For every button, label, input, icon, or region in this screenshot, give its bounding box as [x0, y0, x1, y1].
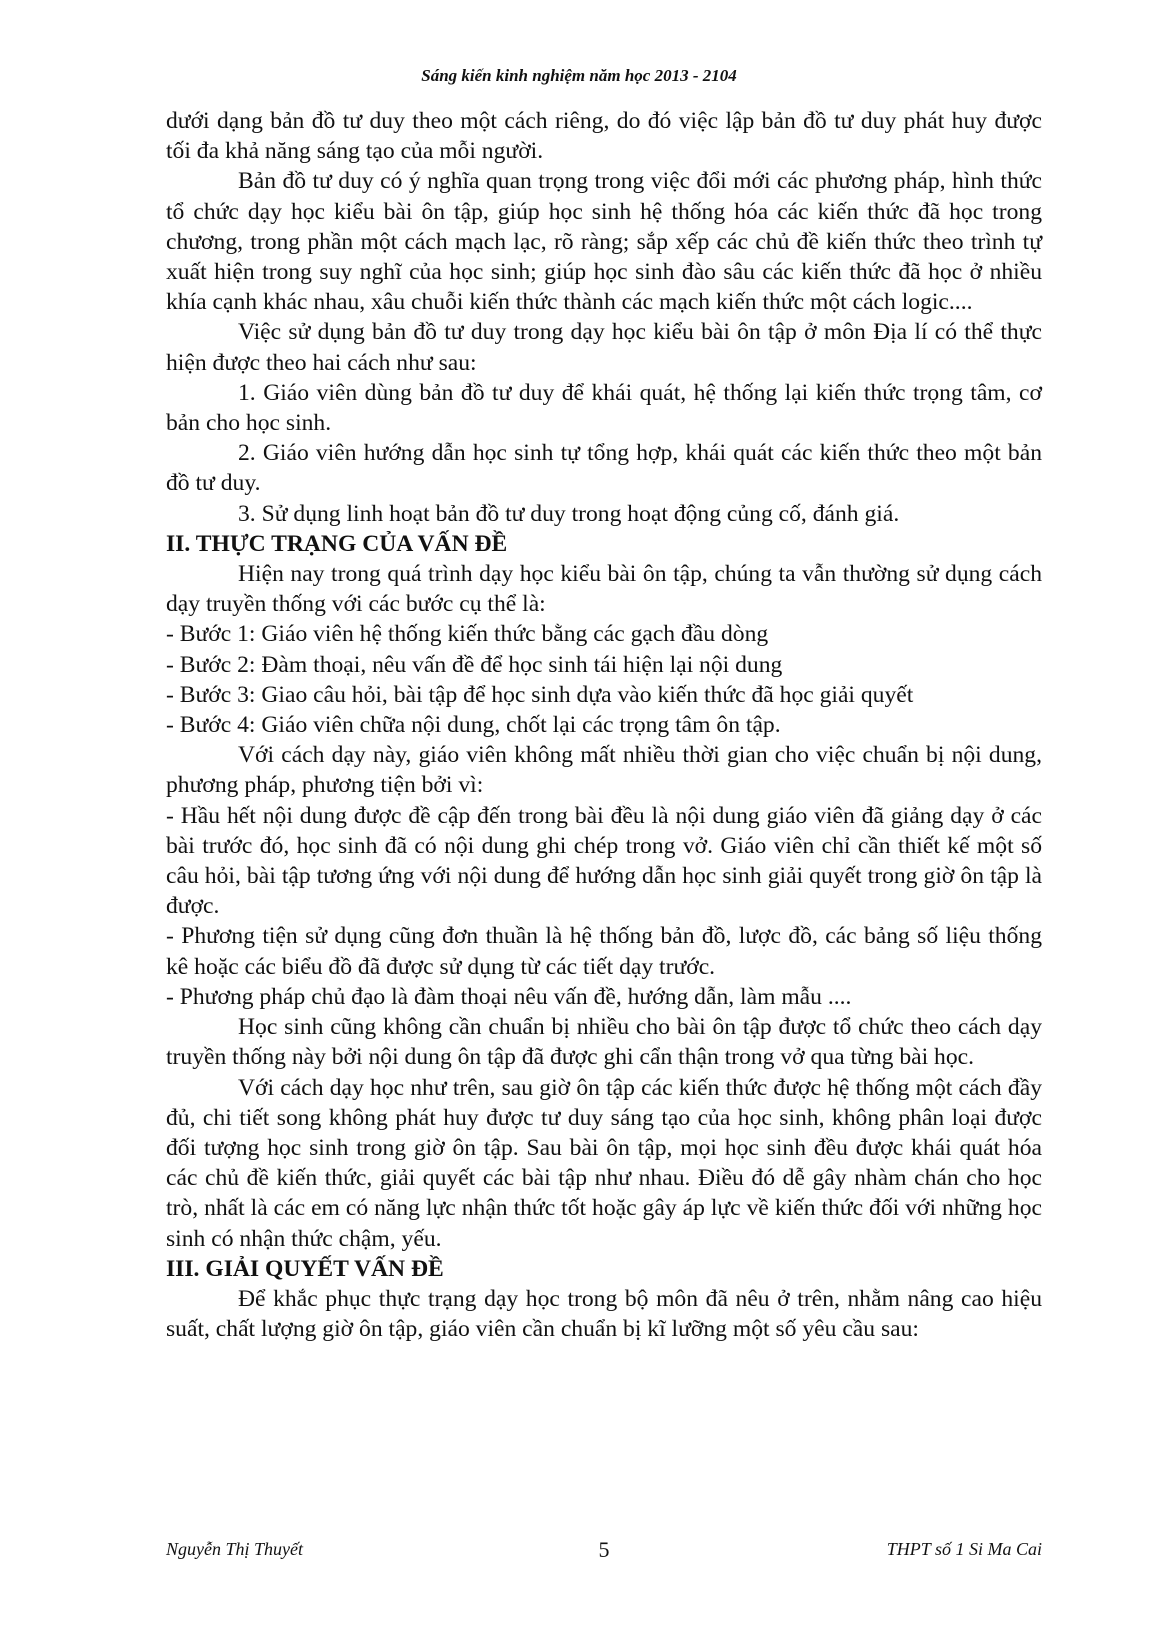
- list-item: - Bước 4: Giáo viên chữa nội dung, chốt lại các trọng tâm ôn tập.: [166, 712, 781, 739]
- list-item: - Hầu hết nội dung được đề cập đến trong bài đều là nội dung giáo viên đã giảng dạy ở các bài trước đó, học sinh đã có nội dung ghi chép trong vở. Giáo viên chỉ cần thiết kế một số câu hỏi, bài tập tương ứng với nội dung để hướng dẫn học sinh giải quyết trong giờ ôn tập là được.: [166, 802, 1042, 920]
- paragraph: Với cách dạy học như trên, sau giờ ôn tập các kiến thức được hệ thống một cách đầy đủ, chi tiết song không phát huy được tư duy sáng tạo của học sinh, không phân loại được đối tượng học sinh trong giờ ôn tập. Sau bài ôn tập, mọi học sinh đều được khái quát hóa các chủ đề kiến thức, giải quyết các bài tập như nhau. Điều đó dễ gây nhàm chán cho học trò, nhất là các em có năng lực nhận thức tốt hoặc gây áp lực về kiến thức đối với những học sinh có nhận thức chậm, yếu.: [166, 1074, 1042, 1252]
- paragraph: Việc sử dụng bản đồ tư duy trong dạy học kiểu bài ôn tập ở môn Địa lí có thể thực hiện được theo hai cách như sau:: [166, 319, 1042, 376]
- footer-school: THPT số 1 Si Ma Cai: [886, 1539, 1042, 1559]
- paragraph: Bản đồ tư duy có ý nghĩa quan trọng trong việc đổi mới các phương pháp, hình thức tổ chức dạy học kiểu bài ôn tập, giúp học sinh hệ thống hóa các kiến thức đã học trong chương, trong phần một cách mạch lạc, rõ ràng; sắp xếp các chủ đề kiến thức theo trình tự xuất hiện trong suy nghĩ của học sinh; giúp học sinh đào sâu các kiến thức đã học ở nhiều khía cạnh khác nhau, xâu chuỗi kiến thức thành các mạch kiến thức một cách logic....: [166, 168, 1042, 316]
- list-item: - Bước 2: Đàm thoại, nêu vấn đề để học sinh tái hiện lại nội dung: [166, 651, 783, 678]
- page-footer: [166, 1539, 1042, 1569]
- list-item: - Phương pháp chủ đạo là đàm thoại nêu vấn đề, hướng dẫn, làm mẫu ....: [166, 983, 852, 1010]
- page-number: 5: [598, 1537, 610, 1562]
- list-item: - Bước 3: Giao câu hỏi, bài tập để học sinh dựa vào kiến thức đã học giải quyết: [166, 681, 914, 708]
- section-heading: III. GIẢI QUYẾT VẤN ĐỀ: [166, 1255, 444, 1282]
- paragraph: Học sinh cũng không cần chuẩn bị nhiều cho bài ôn tập được tổ chức theo cách dạy truyền thống này bởi nội dung ôn tập đã được ghi cẩn thận trong vở qua từng bài học.: [166, 1014, 1042, 1071]
- page-header: Sáng kiến kinh nghiệm năm học 2013 - 2104: [421, 66, 737, 85]
- list-item: 1. Giáo viên dùng bản đồ tư duy để khái quát, hệ thống lại kiến thức trọng tâm, cơ bản cho học sinh.: [166, 379, 1042, 437]
- list-item: - Bước 1: Giáo viên hệ thống kiến thức bằng các gạch đầu dòng: [166, 621, 769, 648]
- list-item: 3. Sử dụng linh hoạt bản đồ tư duy trong hoạt động củng cố, đánh giá.: [238, 500, 900, 527]
- document-body: [166, 106, 1042, 1344]
- paragraph: Hiện nay trong quá trình dạy học kiểu bài ôn tập, chúng ta vẫn thường sử dụng cách dạy truyền thống với các bước cụ thể là:: [166, 561, 1042, 618]
- list-item: - Phương tiện sử dụng cũng đơn thuần là hệ thống bản đồ, lược đồ, các bảng số liệu thống kê hoặc các biểu đồ đã được sử dụng từ các tiết dạy trước.: [166, 923, 1042, 980]
- list-item: 2. Giáo viên hướng dẫn học sinh tự tổng hợp, khái quát các kiến thức theo một bản đồ tư duy.: [166, 440, 1042, 497]
- section-heading: II. THỰC TRẠNG CỦA VẤN ĐỀ: [166, 530, 508, 557]
- paragraph: Để khắc phục thực trạng dạy học trong bộ môn đã nêu ở trên, nhằm nâng cao hiệu suất, chất lượng giờ ôn tập, giáo viên cần chuẩn bị kĩ lưỡng một số yêu cầu sau:: [166, 1285, 1042, 1343]
- paragraph: Với cách dạy này, giáo viên không mất nhiều thời gian cho việc chuẩn bị nội dung, phương pháp, phương tiện bởi vì:: [166, 742, 1042, 799]
- paragraph: dưới dạng bản đồ tư duy theo một cách riêng, do đó việc lập bản đồ tư duy phát huy được tối đa khả năng sáng tạo của mỗi người.: [166, 108, 1042, 165]
- footer-author: Nguyễn Thị Thuyết: [166, 1539, 303, 1559]
